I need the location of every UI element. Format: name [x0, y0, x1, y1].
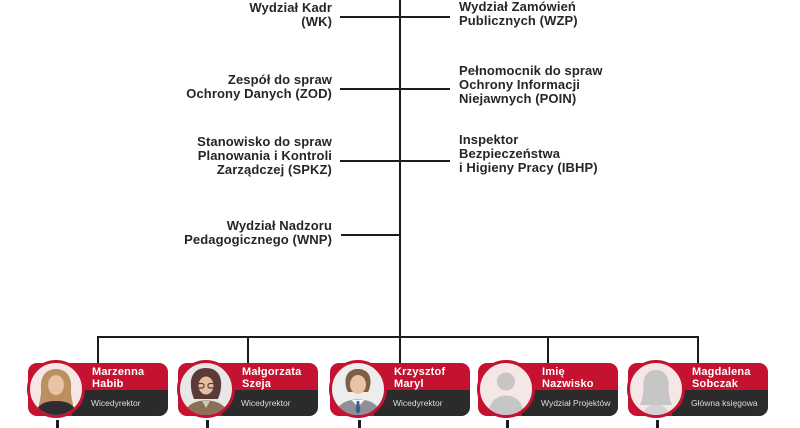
person-name — [92, 367, 165, 390]
org-label-ibhp — [459, 133, 598, 175]
org-label-line: Zespół do spraw — [227, 72, 332, 87]
last-name: Sobczak — [692, 377, 739, 390]
card-stem-top — [399, 336, 401, 363]
org-label-wzp — [459, 0, 578, 28]
person-name — [542, 367, 615, 390]
card-stem-bottom — [206, 420, 209, 428]
card-stem-bottom — [56, 420, 59, 428]
avatar-photo-icon — [177, 360, 235, 418]
card-stem-bottom — [506, 420, 509, 428]
card-stem-bottom — [656, 420, 659, 428]
org-label-line: Wydział Zamówień — [459, 0, 576, 14]
placeholder-person-icon — [477, 360, 535, 418]
org-label-line: Niejawnych (POIN) — [459, 91, 577, 106]
avatar-photo-icon — [27, 360, 85, 418]
org-label-line: Planowania i Kontroli — [197, 148, 332, 163]
person-name — [242, 367, 315, 390]
last-name: Szeja — [242, 377, 272, 390]
org-label-zod — [186, 73, 332, 101]
connector-spkz-ibhp — [340, 160, 450, 162]
placeholder-person-icon — [627, 360, 685, 418]
org-label-line: Wydział Kadr — [249, 0, 332, 15]
connector-wnp — [341, 234, 400, 236]
org-label-spkz — [197, 135, 332, 177]
card-stem-top — [697, 336, 699, 363]
org-label-line: Zarządczej (SPKZ) — [216, 162, 332, 177]
org-label-wnp — [184, 219, 332, 247]
card-stem-top — [97, 336, 99, 363]
org-label-line: Publicznych (WZP) — [459, 13, 578, 28]
org-label-wk — [249, 1, 332, 29]
first-name: Magdalena — [692, 366, 751, 378]
person-card-krzysztof-maryl[interactable] — [330, 363, 470, 416]
person-name — [692, 367, 765, 390]
person-role: Główna księgowa — [691, 398, 758, 408]
person-card-marzenna-habib[interactable] — [28, 363, 168, 416]
org-label-line: Inspektor — [459, 132, 519, 147]
org-label-line: Stanowisko do spraw — [197, 134, 332, 149]
person-card-magdalena-sobczak[interactable] — [628, 363, 768, 416]
person-name — [394, 367, 467, 390]
first-name: Marzenna — [92, 366, 145, 378]
org-label-line: Ochrony Danych (ZOD) — [186, 86, 332, 101]
person-role: Wydział Projektów — [541, 398, 611, 408]
org-label-poin — [459, 64, 603, 106]
org-label-line: Pedagogicznego (WNP) — [184, 232, 332, 247]
cards-rail-line — [97, 336, 699, 338]
org-label-line: Pełnomocnik do spraw — [459, 63, 603, 78]
last-name: Habib — [92, 377, 124, 390]
last-name: Nazwisko — [542, 377, 594, 390]
org-label-line: Bezpieczeństwa — [459, 146, 561, 161]
trunk-line — [399, 0, 401, 338]
org-label-line: i Higieny Pracy (IBHP) — [459, 160, 598, 175]
person-card-placeholder[interactable] — [478, 363, 618, 416]
org-label-line: (WK) — [301, 14, 332, 29]
person-role: Wicedyrektor — [91, 398, 141, 408]
org-label-line: Ochrony Informacji — [459, 77, 580, 92]
connector-wk-wzp — [340, 16, 450, 18]
connector-zod-poin — [340, 88, 450, 90]
org-label-line: Wydział Nadzoru — [226, 218, 332, 233]
person-role: Wicedyrektor — [393, 398, 443, 408]
first-name: Małgorzata — [242, 366, 302, 378]
card-stem-bottom — [358, 420, 361, 428]
card-stem-top — [247, 336, 249, 363]
card-stem-top — [547, 336, 549, 363]
person-card-malgorzata-szeja[interactable] — [178, 363, 318, 416]
last-name: Maryl — [394, 377, 424, 390]
first-name: Krzysztof — [394, 366, 446, 378]
avatar-photo-icon — [329, 360, 387, 418]
first-name: Imię — [542, 366, 565, 378]
person-role: Wicedyrektor — [241, 398, 291, 408]
